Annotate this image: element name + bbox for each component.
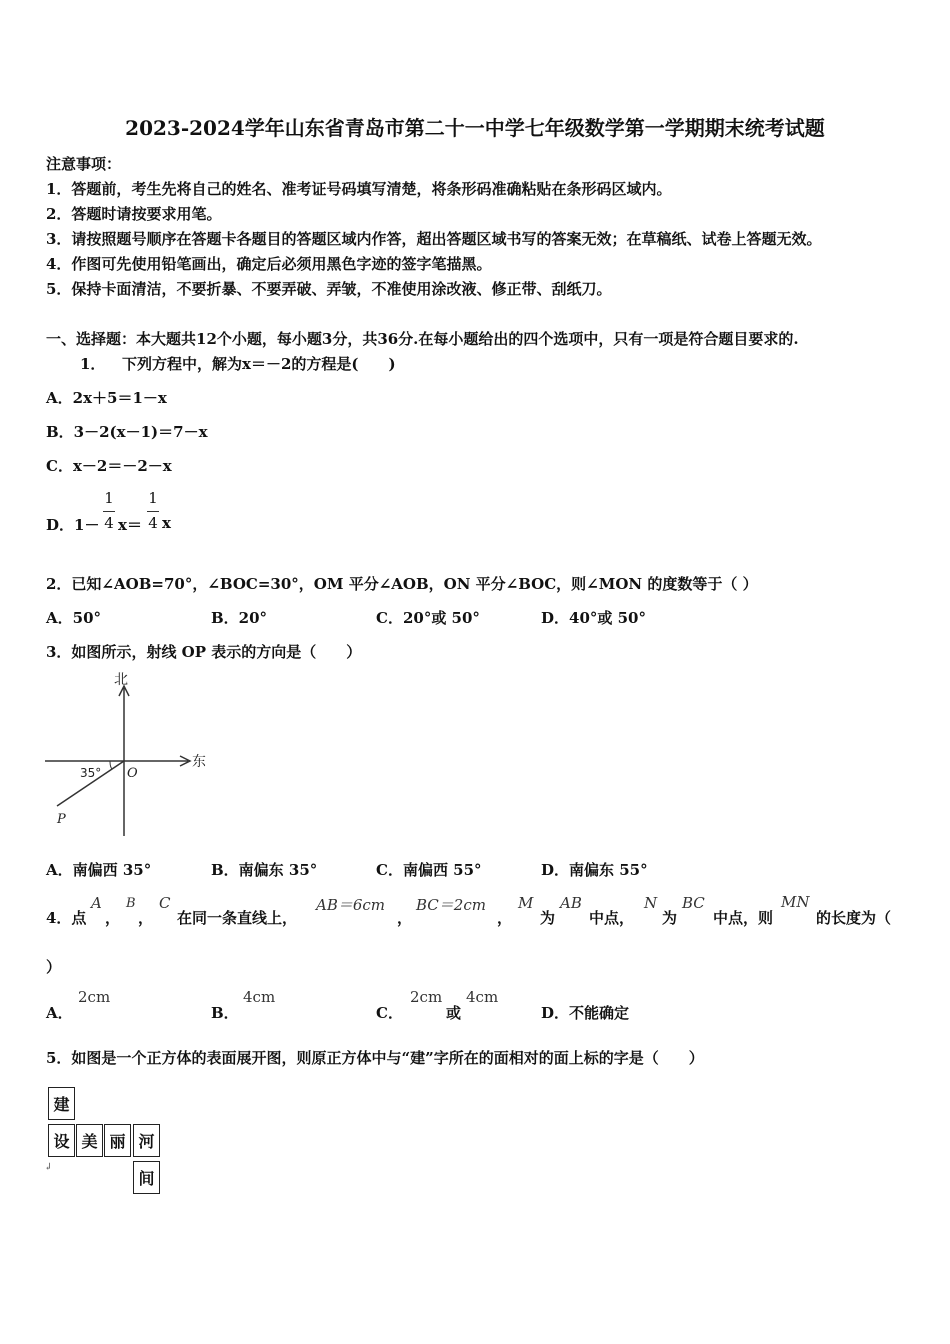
q1-option-d-suffix: x xyxy=(162,514,171,532)
q3-option-c: C．南偏西 55° xyxy=(376,861,482,879)
q1-fraction-2-bar xyxy=(147,511,159,512)
q4-text-wei-1: 为 xyxy=(540,909,556,927)
q3-option-b: B．南偏东 35° xyxy=(211,861,318,879)
q4-comma-3: ， xyxy=(397,909,413,927)
q1-fraction-2-denominator: 4 xyxy=(148,514,158,532)
q4-comma-4: ， xyxy=(497,909,513,927)
page-title: 2023-2024学年山东省青岛市第二十一中学七年级数学第一学期期末统考试题 xyxy=(125,116,825,140)
q4-option-a-label: A． xyxy=(46,1004,73,1022)
q4-point-c: C xyxy=(159,894,171,912)
q3-direction-figure xyxy=(40,668,220,840)
notice-item-3: 3．请按照题号顺序在答题卡各题目的答题区域内作答，超出答题区域书写的答案无效；在草稿纸、试卷上答题无效。 xyxy=(46,230,822,248)
q4-close-paren: ） xyxy=(46,958,62,976)
q1-option-d-prefix: D．1－ xyxy=(46,516,100,534)
q4-segment-bc: BC xyxy=(682,894,705,912)
q4-text-2: 在同一条直线上， xyxy=(177,909,298,927)
q4-text-3: 的长度为（ xyxy=(816,909,892,927)
q1-fraction-1-denominator: 4 xyxy=(104,514,114,532)
q4-segment-mn: MN xyxy=(781,893,810,911)
q4-comma-2: ， xyxy=(138,909,154,927)
angle-arc xyxy=(110,761,112,769)
q4-option-d: D．不能确定 xyxy=(541,1004,630,1022)
q4-option-c-value-2: 4cm xyxy=(466,988,499,1006)
net-cell-mei: 美 xyxy=(76,1124,103,1157)
q1-option-d-middle: x＝ xyxy=(118,516,142,534)
q4-option-c-label: C． xyxy=(376,1004,403,1022)
q1-fraction-1-bar xyxy=(103,511,115,512)
q4-point-a: A xyxy=(91,894,102,912)
net-cell-she: 设 xyxy=(48,1124,75,1157)
point-p-label: P xyxy=(57,812,66,827)
notice-item-2: 2．答题时请按要求用笔。 xyxy=(46,205,222,223)
q1-option-a: A．2x＋5＝1－x xyxy=(46,389,167,407)
point-o-label: O xyxy=(127,766,138,781)
notice-item-1: 1．答题前，考生先将自己的姓名、准考证号码填写清楚，将条形码准确粘贴在条形码区域内。 xyxy=(46,180,672,198)
q4-option-a-value: 2cm xyxy=(78,988,111,1006)
q4-comma-1: ， xyxy=(105,909,121,927)
q1-option-b: B．3－2(x－1)＝7－x xyxy=(46,423,208,441)
q3-stem: 3．如图所示，射线 OP 表示的方向是（ ） xyxy=(46,643,362,661)
q4-point-b: B xyxy=(126,896,136,911)
net-cell-jian: 建 xyxy=(48,1087,75,1120)
north-label: 北 xyxy=(114,672,128,688)
net-cell-he: 河 xyxy=(133,1124,160,1157)
net-cell-jian2: 间 xyxy=(133,1161,160,1194)
q3-option-d: D．南偏东 55° xyxy=(541,861,648,879)
q4-option-b-label: B． xyxy=(211,1004,239,1022)
q4-text-wei-2: 为 xyxy=(662,909,678,927)
q2-option-b: B．20° xyxy=(211,609,268,627)
east-label: 东 xyxy=(192,754,206,770)
q4-bc-length: BC＝2cm xyxy=(416,896,486,914)
q3-option-a: A．南偏西 35° xyxy=(46,861,152,879)
q5-stem: 5．如图是一个正方体的表面展开图，则原正方体中与“建”字所在的面相对的面上标的字是（ ） xyxy=(46,1049,704,1067)
q4-text-1: 4．点 xyxy=(46,909,87,927)
q4-segment-ab: AB xyxy=(560,894,582,912)
q1-fraction-1-numerator: 1 xyxy=(104,489,114,507)
q4-point-m: M xyxy=(518,894,534,912)
q2-option-a: A．50° xyxy=(46,609,102,627)
net-cell-li: 丽 xyxy=(104,1124,131,1157)
q4-text-mid-1: 中点， xyxy=(589,909,635,927)
paragraph-mark: ↲ xyxy=(44,1162,53,1173)
q4-option-c-value-1: 2cm xyxy=(410,988,443,1006)
q2-option-c: C．20°或 50° xyxy=(376,609,480,627)
q1-number: 1． xyxy=(80,355,106,373)
angle-label: 35° xyxy=(80,766,102,780)
section-heading: 一、选择题：本大题共12个小题，每小题3分，共36分.在每小题给出的四个选项中，只有一项是符合题目要求的. xyxy=(46,330,799,348)
notice-item-5: 5．保持卡面清洁，不要折暴、不要弄破、弄皱，不准使用涂改液、修正带、刮纸刀。 xyxy=(46,280,612,298)
q1-option-c: C．x－2＝－2－x xyxy=(46,457,172,475)
q2-stem: 2．已知∠AOB=70°，∠BOC=30°，OM 平分∠AOB，ON 平分∠BOC，则∠MON 的度数等于（ ） xyxy=(46,575,758,593)
q4-ab-length: AB＝6cm xyxy=(316,896,386,914)
q4-text-mid-2: 中点，则 xyxy=(713,909,774,927)
q2-option-d: D．40°或 50° xyxy=(541,609,646,627)
q1-fraction-2-numerator: 1 xyxy=(148,489,158,507)
notice-item-4: 4．作图可先使用铅笔画出，确定后必须用黑色字迹的签字笔描黑。 xyxy=(46,255,492,273)
q4-option-c-or: 或 xyxy=(446,1004,462,1022)
q4-option-b-value: 4cm xyxy=(243,988,276,1006)
notice-heading: 注意事项： xyxy=(46,155,122,173)
q4-point-n: N xyxy=(644,894,658,912)
q1-stem: 下列方程中，解为x＝－2的方程是( ) xyxy=(122,355,396,373)
